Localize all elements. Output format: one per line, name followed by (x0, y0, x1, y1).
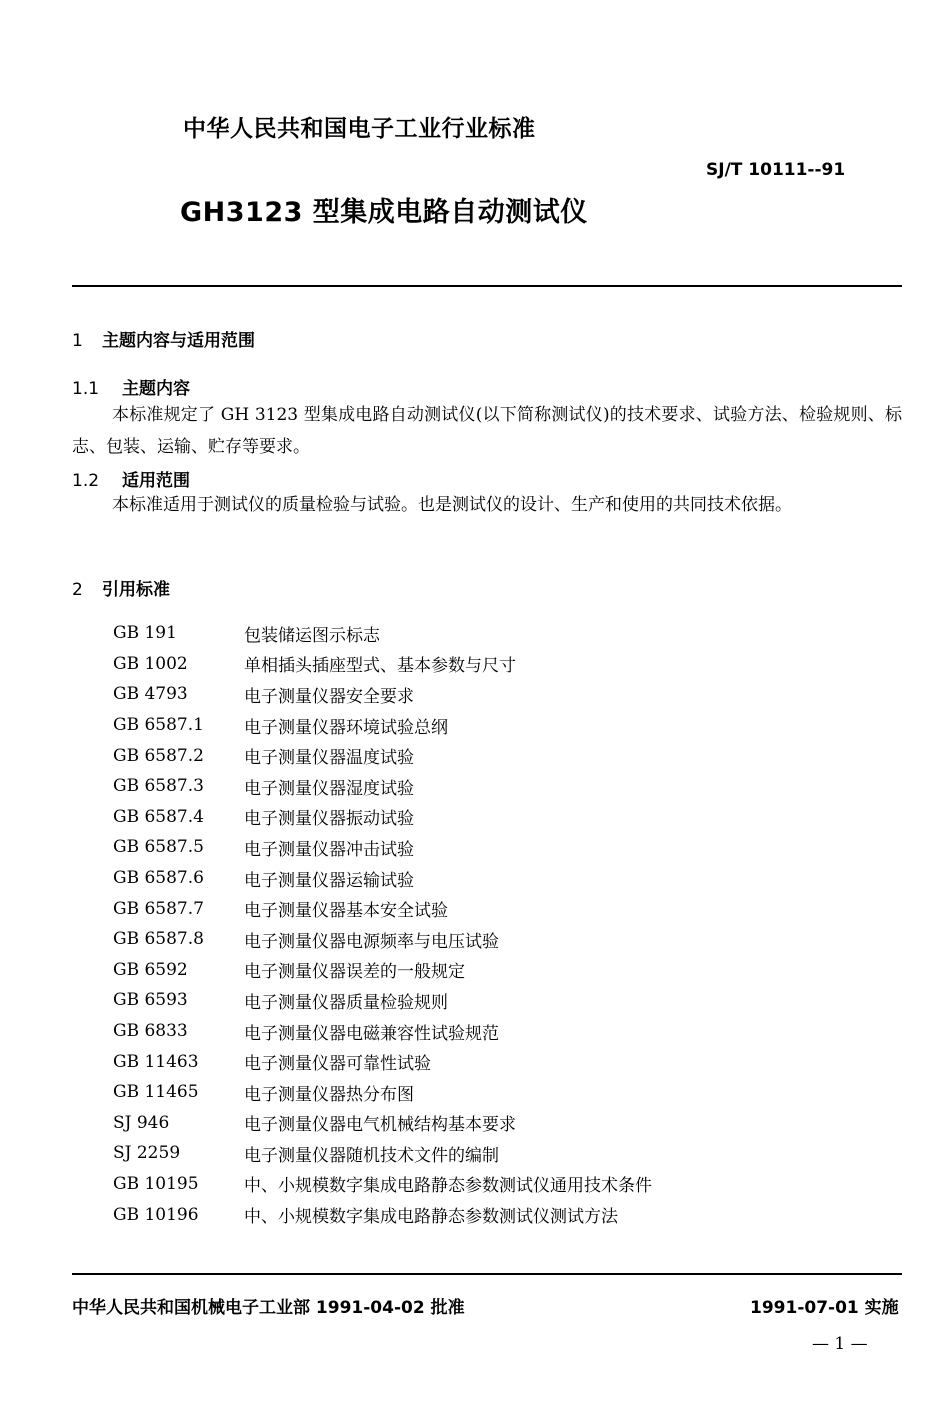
reference-code: GB 11463 (113, 1051, 199, 1072)
reference-row (113, 863, 652, 894)
section-1-2-paragraph: 本标准适用于测试仪的质量检验与试验。也是测试仪的设计、生产和使用的共同技术依据。 (112, 495, 792, 515)
document-title: GH3123 型集成电路自动测试仪 (180, 197, 588, 228)
reference-row (113, 1016, 652, 1047)
reference-row (113, 893, 652, 924)
reference-row (113, 1046, 652, 1077)
reference-title: 中、小规模数字集成电路静态参数测试仪通用技术条件 (244, 1176, 652, 1197)
reference-code: GB 6587.1 (113, 715, 204, 736)
section-title: 主题内容 (122, 379, 190, 399)
reference-code: GB 6587.6 (113, 868, 204, 889)
reference-row (113, 740, 652, 771)
reference-title: 中、小规模数字集成电路静态参数测试仪测试方法 (244, 1207, 618, 1228)
reference-code: SJ 2259 (113, 1143, 181, 1164)
reference-title: 电子测量仪器温度试验 (244, 748, 414, 769)
header-divider (72, 285, 902, 287)
section-1-1-heading (72, 374, 190, 399)
standard-category-title: 中华人民共和国电子工业行业标准 (183, 116, 536, 142)
reference-row (113, 771, 652, 802)
reference-title: 电子测量仪器电源频率与电压试验 (244, 931, 499, 952)
section-number: 1.2 (72, 471, 100, 491)
reference-row (113, 710, 652, 741)
reference-title: 电子测量仪器质量检验规则 (244, 992, 448, 1013)
reference-code: SJ 946 (113, 1112, 170, 1133)
reference-code: GB 10195 (113, 1173, 199, 1194)
section-title: 引用标准 (102, 580, 170, 600)
approval-line: 中华人民共和国机械电子工业部 1991-04-02 批准 (72, 1298, 465, 1318)
page-number: — 1 — (812, 1334, 868, 1354)
reference-title: 电子测量仪器随机技术文件的编制 (244, 1145, 499, 1166)
reference-code: GB 6587.5 (113, 837, 204, 858)
reference-code: GB 6587.2 (113, 745, 204, 766)
reference-code: GB 6587.8 (113, 929, 204, 950)
reference-code: GB 1002 (113, 653, 188, 674)
reference-title: 电子测量仪器电气机械结构基本要求 (244, 1115, 516, 1136)
reference-title: 电子测量仪器振动试验 (244, 809, 414, 830)
reference-title: 电子测量仪器冲击试验 (244, 839, 414, 860)
reference-row (113, 1138, 652, 1169)
reference-row (113, 649, 652, 680)
reference-row (113, 679, 652, 710)
reference-row (113, 924, 652, 955)
reference-title: 电子测量仪器电磁兼容性试验规范 (244, 1023, 499, 1044)
reference-title: 电子测量仪器基本安全试验 (244, 901, 448, 922)
reference-code: GB 10196 (113, 1204, 199, 1225)
reference-code: GB 6587.3 (113, 776, 204, 797)
section-number: 2 (72, 580, 83, 600)
reference-row (113, 832, 652, 863)
reference-code: GB 6593 (113, 990, 188, 1011)
reference-list (113, 618, 652, 1230)
section-title: 适用范围 (122, 471, 190, 491)
reference-code: GB 4793 (113, 684, 188, 705)
reference-code: GB 6833 (113, 1021, 188, 1042)
reference-row (113, 955, 652, 986)
reference-title: 电子测量仪器可靠性试验 (244, 1054, 431, 1075)
footer-divider (72, 1273, 902, 1275)
reference-title: 电子测量仪器热分布图 (244, 1084, 414, 1105)
reference-title: 电子测量仪器运输试验 (244, 870, 414, 891)
reference-title: 电子测量仪器安全要求 (244, 686, 414, 707)
reference-code: GB 11465 (113, 1082, 199, 1103)
section-number: 1.1 (72, 379, 100, 399)
section-1-1-paragraph: 本标准规定了 GH 3123 型集成电路自动测试仪(以下简称测试仪)的技术要求、试验方法、检验规则、标志、包装、运输、贮存等要求。 (72, 405, 902, 457)
reference-row (113, 1169, 652, 1200)
reference-row (113, 1199, 652, 1230)
section-2-heading (72, 575, 170, 600)
reference-row (113, 618, 652, 649)
section-number: 1 (72, 331, 83, 351)
reference-title: 电子测量仪器湿度试验 (244, 778, 414, 799)
reference-code: GB 6587.7 (113, 898, 204, 919)
reference-row (113, 802, 652, 833)
reference-title: 包装储运图示标志 (244, 625, 380, 646)
section-1-2-heading (72, 466, 190, 491)
section-title: 主题内容与适用范围 (102, 331, 255, 351)
effective-date: 1991-07-01 实施 (750, 1298, 899, 1318)
reference-code: GB 6592 (113, 959, 188, 980)
reference-code: GB 6587.4 (113, 806, 204, 827)
reference-row (113, 1108, 652, 1139)
reference-code: GB 191 (113, 623, 177, 644)
reference-row (113, 985, 652, 1016)
reference-row (113, 1077, 652, 1108)
reference-title: 电子测量仪器误差的一般规定 (244, 962, 465, 983)
reference-title: 单相插头插座型式、基本参数与尺寸 (244, 656, 516, 677)
section-1-heading (72, 326, 255, 351)
standard-number: SJ/T 10111--91 (706, 160, 846, 180)
reference-title: 电子测量仪器环境试验总纲 (244, 717, 448, 738)
